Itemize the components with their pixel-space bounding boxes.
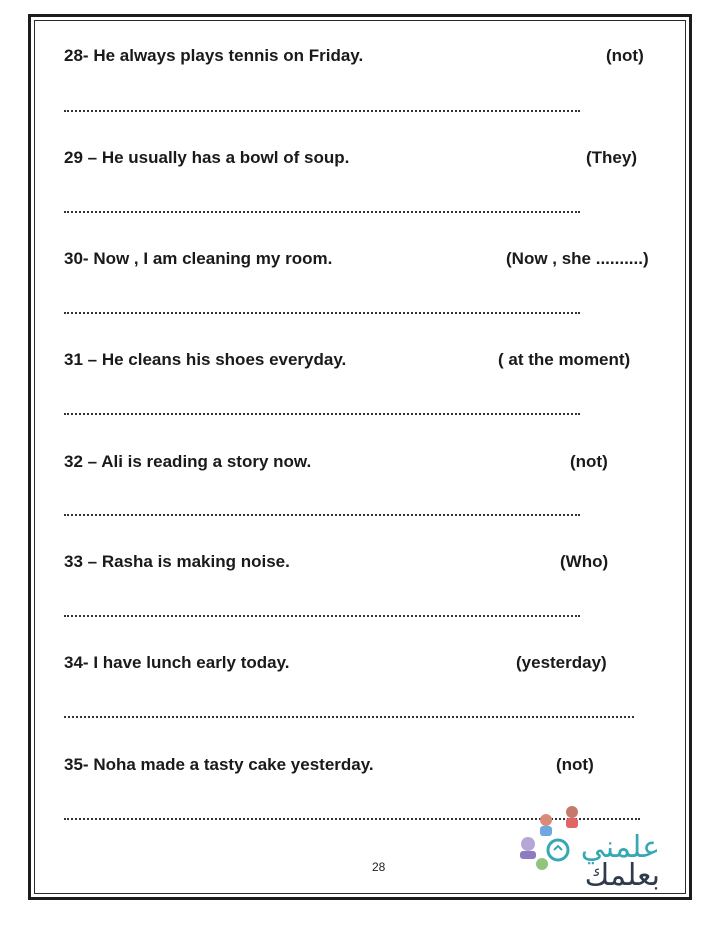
question-number: 29 – <box>64 148 98 167</box>
question-31 <box>64 350 346 370</box>
question-34-hint: (yesterday) <box>516 653 607 672</box>
question-text: He always plays tennis on Friday. <box>93 46 364 65</box>
question-31-hint: ( at the moment) <box>498 350 631 369</box>
question-number: 28- <box>64 46 89 65</box>
question-number: 33 – <box>64 552 98 571</box>
answer-line-30[interactable] <box>64 312 580 314</box>
question-30 <box>64 249 332 269</box>
question-35 <box>64 755 374 775</box>
question-text: Now , I am cleaning my room. <box>93 249 333 268</box>
question-text: Ali is reading a story now. <box>101 452 312 471</box>
answer-line-32[interactable] <box>64 514 580 516</box>
question-35-hint: (not) <box>556 755 594 774</box>
question-33 <box>64 552 290 572</box>
question-text: Rasha is making noise. <box>101 552 290 571</box>
question-32 <box>64 452 311 472</box>
answer-line-29[interactable] <box>64 211 580 213</box>
logo-line-2: بعلمك <box>584 858 660 893</box>
logo-line-1: علمني <box>580 830 660 865</box>
question-29 <box>64 148 349 168</box>
question-28-hint: (not) <box>606 46 644 65</box>
question-34 <box>64 653 290 673</box>
question-text: I have lunch early today. <box>93 653 290 672</box>
answer-line-33[interactable] <box>64 615 580 617</box>
answer-line-31[interactable] <box>64 413 580 415</box>
question-text: He cleans his shoes everyday. <box>101 350 347 369</box>
question-32-hint: (not) <box>570 452 608 471</box>
question-number: 32 – <box>64 452 98 471</box>
question-33-hint: (Who) <box>560 552 609 571</box>
question-number: 34- <box>64 653 89 672</box>
question-28 <box>64 46 363 66</box>
question-number: 35- <box>64 755 89 774</box>
question-number: 31 – <box>64 350 98 369</box>
answer-line-34[interactable] <box>64 716 634 718</box>
question-30-hint: (Now , she ..........) <box>506 249 649 268</box>
site-logo <box>510 800 670 892</box>
question-text: Noha made a tasty cake yesterday. <box>93 755 374 774</box>
question-number: 30- <box>64 249 89 268</box>
answer-line-28[interactable] <box>64 110 580 112</box>
question-29-hint: (They) <box>586 148 637 167</box>
question-text: He usually has a bowl of soup. <box>101 148 350 167</box>
page-number: 28 <box>372 860 386 874</box>
